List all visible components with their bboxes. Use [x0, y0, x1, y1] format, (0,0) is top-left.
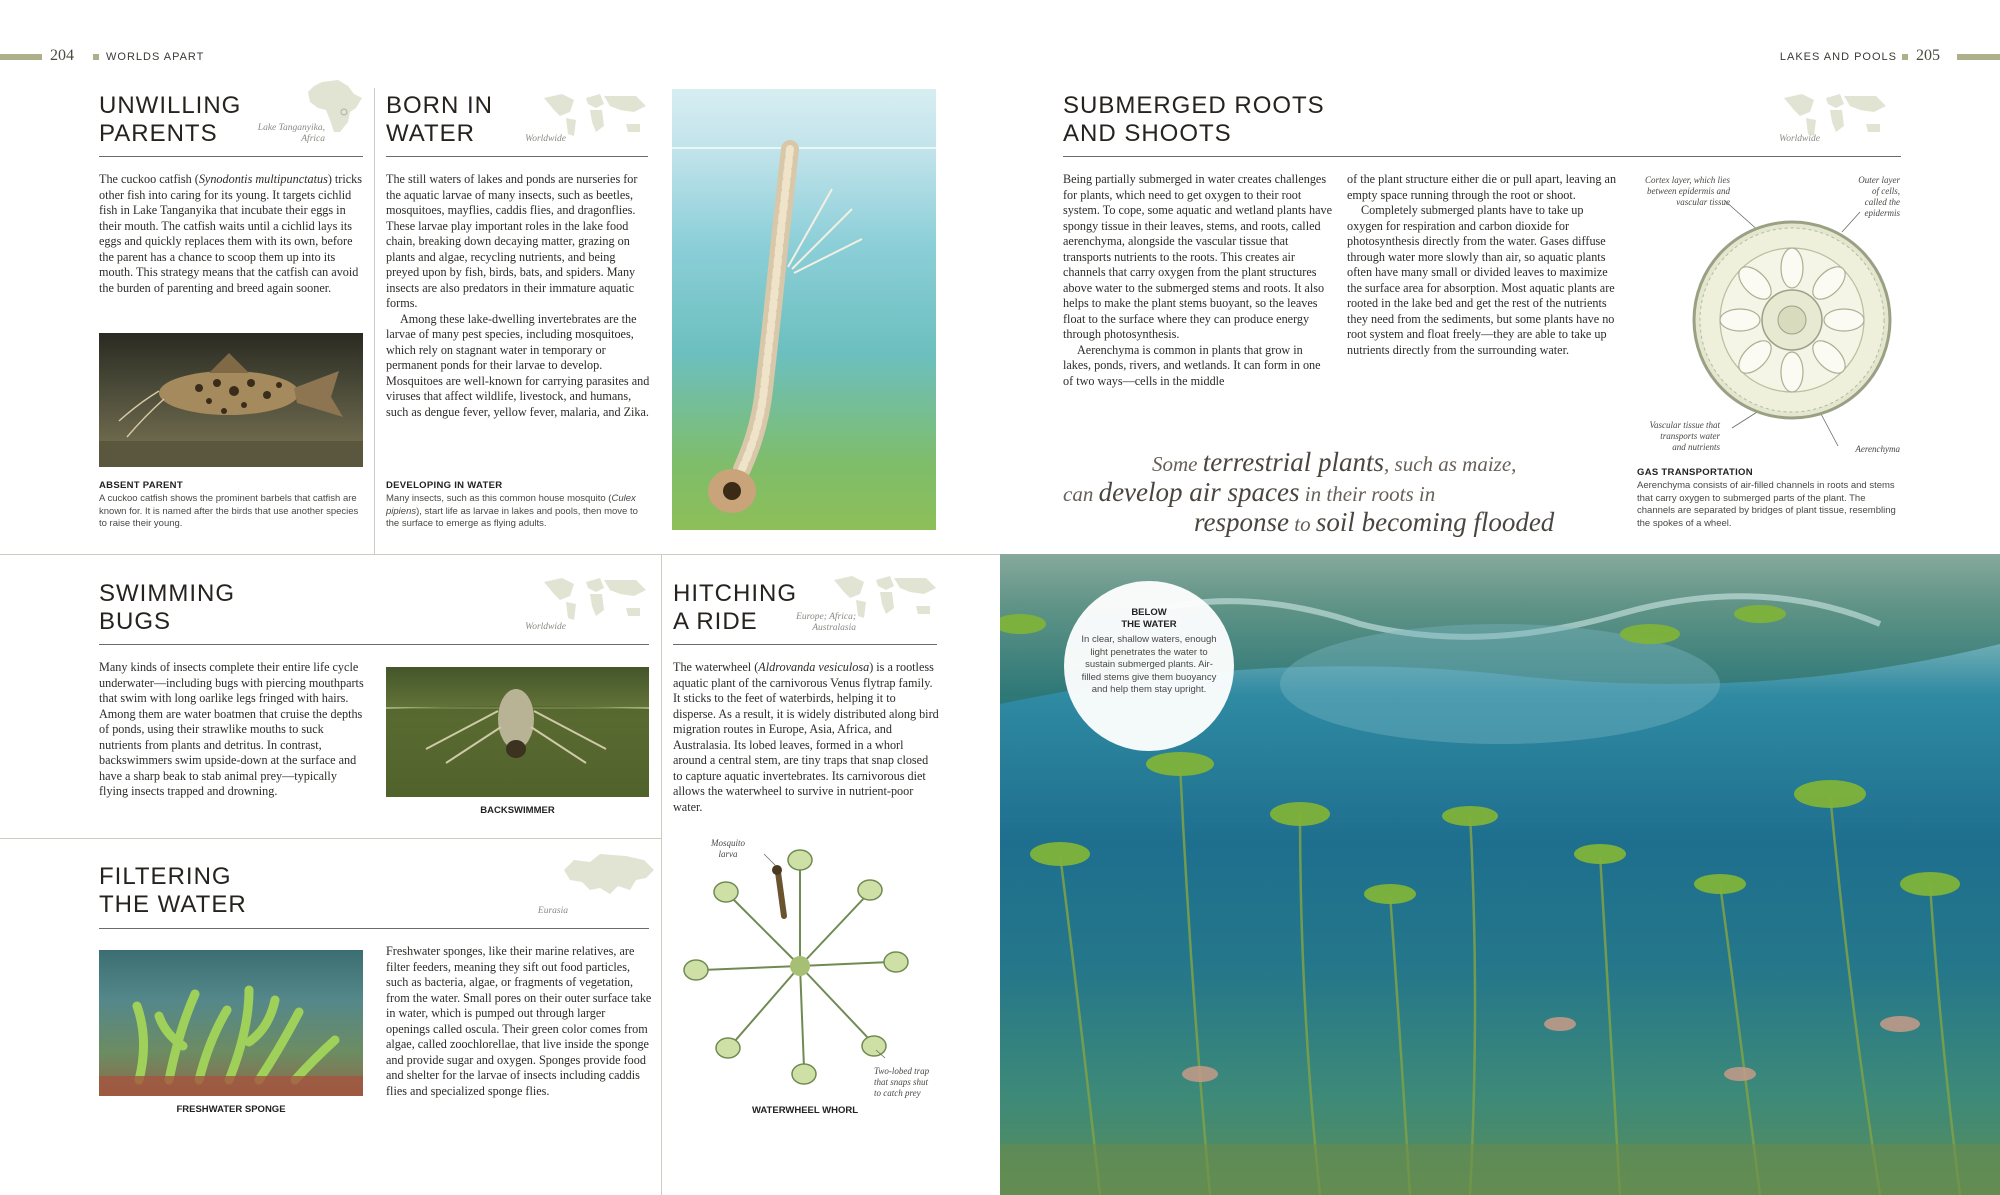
label-outer-layer: Outer layer of cells, called the epidermis [1858, 175, 1900, 218]
developing-caption: Many insects, such as this common house mosquito (Culex pipiens), start life as larvae in lakes and pools, then move to the surface to emerge as flying adults. [386, 493, 638, 529]
world-map-icon-2 [1780, 90, 1890, 140]
catfish-photo [99, 333, 363, 467]
absent-parent-caption: A cuckoo catfish shows the prominent barbels that catfish are known for. It is named after the birds that use another species to raise their young. [99, 493, 359, 529]
folio-bar-left [0, 54, 42, 60]
hitching-rule [673, 644, 937, 645]
unwilling-parents-title: UNWILLING PARENTS [99, 92, 242, 147]
world-map-icon [540, 90, 650, 140]
filtering-region: Eurasia [537, 906, 568, 916]
folio-bar-right [1957, 54, 2000, 60]
mosquito-larva-photo [672, 89, 936, 530]
hitching-title: HITCHING A RIDE [673, 580, 797, 635]
row-divider-2 [0, 838, 661, 839]
left-running-head: WORLDS APART [106, 51, 205, 63]
below-the-water-badge [1064, 581, 1234, 751]
label-two-lobed-trap: Two-lobed trap that snaps shut to catch prey [874, 1066, 930, 1098]
eurasia-map-icon [560, 850, 656, 900]
folio-bar-right-2 [1902, 54, 1908, 60]
col-divider-1 [374, 88, 375, 554]
gas-transportation-caption-title: GAS TRANSPORTATION [1637, 467, 1753, 478]
swimming-region: Worldwide [525, 622, 566, 632]
backswimmer-label: BACKSWIMMER [480, 805, 555, 816]
submerged-region: Worldwide [1779, 134, 1820, 144]
freshwater-sponge-label: FRESHWATER SPONGE [176, 1104, 286, 1115]
swimming-rule [99, 644, 649, 645]
filtering-body: Freshwater sponges, like their marine relatives, are filter feeders, meaning they sift out food particles, such as bacteria, algae, or fragments of vegetation, from the water. Small pores on their outer surface take in water, which is pumped out through larger openings called oscula. Their green color comes from algae, called zoochlorellae, that live inside the sponge and provide sugar and oxygen. Sponges provide food and shelter for the larvae of insects including caddis flies and specialized sponge flies. [386, 944, 652, 1098]
hitching-body: The waterwheel (Aldrovanda vesiculosa) is a rootless aquatic plant of the carnivorous Venus flytrap family. It sticks to the feet of waterbirds, helping it to disperse. As a result, it is widely distributed along bird migration routes in Europe, Asia, Africa, and Australasia. Its lobed leaves, formed in a whorl around a central stem, are tiny traps that snap closed to capture aquatic invertebrates. Its carnivorous diet allows the waterwheel to survive in nutrient-poor water. [673, 660, 939, 814]
born-body: The still waters of lakes and ponds are nurseries for the aquatic larvae of many insects, such as beetles, mosquitoes, mayflies, caddis flies, and dragonflies. These larvae play important roles in the lake food chain, breaking down decaying matter, grazing on plants and algae, recycling nutrients, and being preyed upon by fish, birds, bats, and spiders. Many insects are also predators in their immature aquatic forms. Among these lake-dwelling invertebrates are the larvae of many pest species, including mosquitoes, which rely on stagnant water in temporary or permanent ponds for their larvae to develop. Mosquitoes are well-known for carrying parasites and viruses that affect wildlife, livestock, and humans, such as dengue fever, yellow fever, malaria, and Zika. [386, 172, 650, 419]
label-aerenchyma: Aerenchyma [1855, 444, 1900, 454]
below-the-water-title: BELOW THE WATER [1121, 607, 1177, 630]
backswimmer-photo [386, 667, 649, 797]
unwilling-rule [99, 156, 363, 157]
world-map-icon-3 [540, 574, 650, 624]
submerged-rule [1063, 156, 1901, 157]
submerged-col1: Being partially submerged in water creates challenges for plants, which need to get oxygen to their root system. To cope, some aquatic and wetland plants have spongy tissue in their leaves, stems, and roots, called aerenchyma, alongside the vascular tissue that transports nutrients to the roots. This creates air channels that carry oxygen from the plant structures above water to the submerged stems and roots. It also helps to make the plant stems buoyant, so the leaves float to the surface where they can produce energy through photosynthesis. Aerenchyma is common in plants that grow in lakes, ponds, rivers, and wetlands. It can form in one of two ways—cells in the middle [1063, 172, 1333, 388]
swimming-body: Many kinds of insects complete their entire life cycle underwater—including bugs with piercing mouthparts that swim with long oarlike legs fringed with hairs. Among them are water boatmen that cruise the depths of ponds, using their strawlike mouths to suck nutrients from plants and detritus. In contrast, backswimmers swim upside-down at the surface and have a sharp beak to stab animal prey—typically flying insects trapped and drowning. [99, 660, 364, 798]
hitching-region: Europe; Africa; Australasia [796, 612, 856, 633]
left-page-number: 204 [50, 47, 74, 64]
right-page-number: 205 [1916, 47, 1940, 64]
born-region: Worldwide [525, 134, 566, 144]
born-in-water-title: BORN IN WATER [386, 92, 494, 147]
born-rule [386, 156, 648, 157]
label-cortex: Cortex layer, which lies between epidermis and vascular tissue [1645, 175, 1730, 207]
freshwater-sponge-photo [99, 950, 363, 1096]
label-vascular: Vascular tissue that transports water and nutrients [1649, 420, 1720, 452]
pull-quote-line-1: Some terrestrial plants, such as maize, [1152, 447, 1517, 477]
waterwheel-whorl-illustration [680, 836, 920, 1086]
unwilling-body: The cuckoo catfish (Synodontis multipunctatus) tricks other fish into caring for its young. It targets cichlid fish in Lake Tanganyika that incubate their eggs in their mouth. The catfish waits until a cichlid lays its eggs and quickly replaces them with its own, before the parent has a chance to scoop them up into its mouth. This strategy means that the catfish can avoid the burden of parenting and breed again sooner. [99, 172, 362, 295]
absent-parent-caption-title: ABSENT PARENT [99, 480, 183, 491]
filtering-title: FILTERING THE WATER [99, 863, 247, 918]
row-divider [0, 554, 1000, 555]
pull-quote-line-2: can develop air spaces in their roots in [1063, 477, 1436, 507]
submerged-title: SUBMERGED ROOTS AND SHOOTS [1063, 92, 1325, 147]
pull-quote-line-3: response to soil becoming flooded [1194, 507, 1555, 537]
developing-caption-title: DEVELOPING IN WATER [386, 480, 503, 491]
unwilling-region: Lake Tanganyika, Africa [257, 123, 325, 144]
waterwheel-whorl-label: WATERWHEEL WHORL [751, 1105, 859, 1116]
root-cross-section-diagram [1652, 180, 1902, 460]
label-mosquito-larva: Mosquito larva [710, 838, 745, 859]
right-running-head: LAKES AND POOLS [1779, 51, 1897, 63]
gas-transportation-caption: Aerenchyma consists of air-filled channels in roots and stems that carry oxygen to submerged parts of the plant. The channels are separated by bridges of plant tissue, resembling the spokes of a wheel. [1637, 480, 1896, 529]
folio-bar-left-2 [93, 54, 99, 60]
below-the-water-text: In clear, shallow waters, enough light penetrates the water to sustain submerged plants. Air-filled stems give them buoyancy and help them stay upright. [1081, 634, 1217, 695]
submerged-col2: of the plant structure either die or pull apart, leaving an empty space running through the root or shoot. Completely submerged plants have to take up oxygen for respiration and carbon dioxide for photosynthesis directly from the water. Gases diffuse through water more slowly than air, so aquatic plants often have many small or divided leaves to maximize the surface area for absorption. Most aquatic plants are rooted in the lake bed and get the rest of the nutrients they need from the sediments, but some plants have no root system and float freely—they are able to take up nutrients directly from the surrounding water. [1347, 172, 1617, 357]
filtering-rule [99, 928, 649, 929]
swimming-bugs-title: SWIMMING BUGS [99, 580, 235, 635]
col-divider-2 [661, 554, 662, 1195]
